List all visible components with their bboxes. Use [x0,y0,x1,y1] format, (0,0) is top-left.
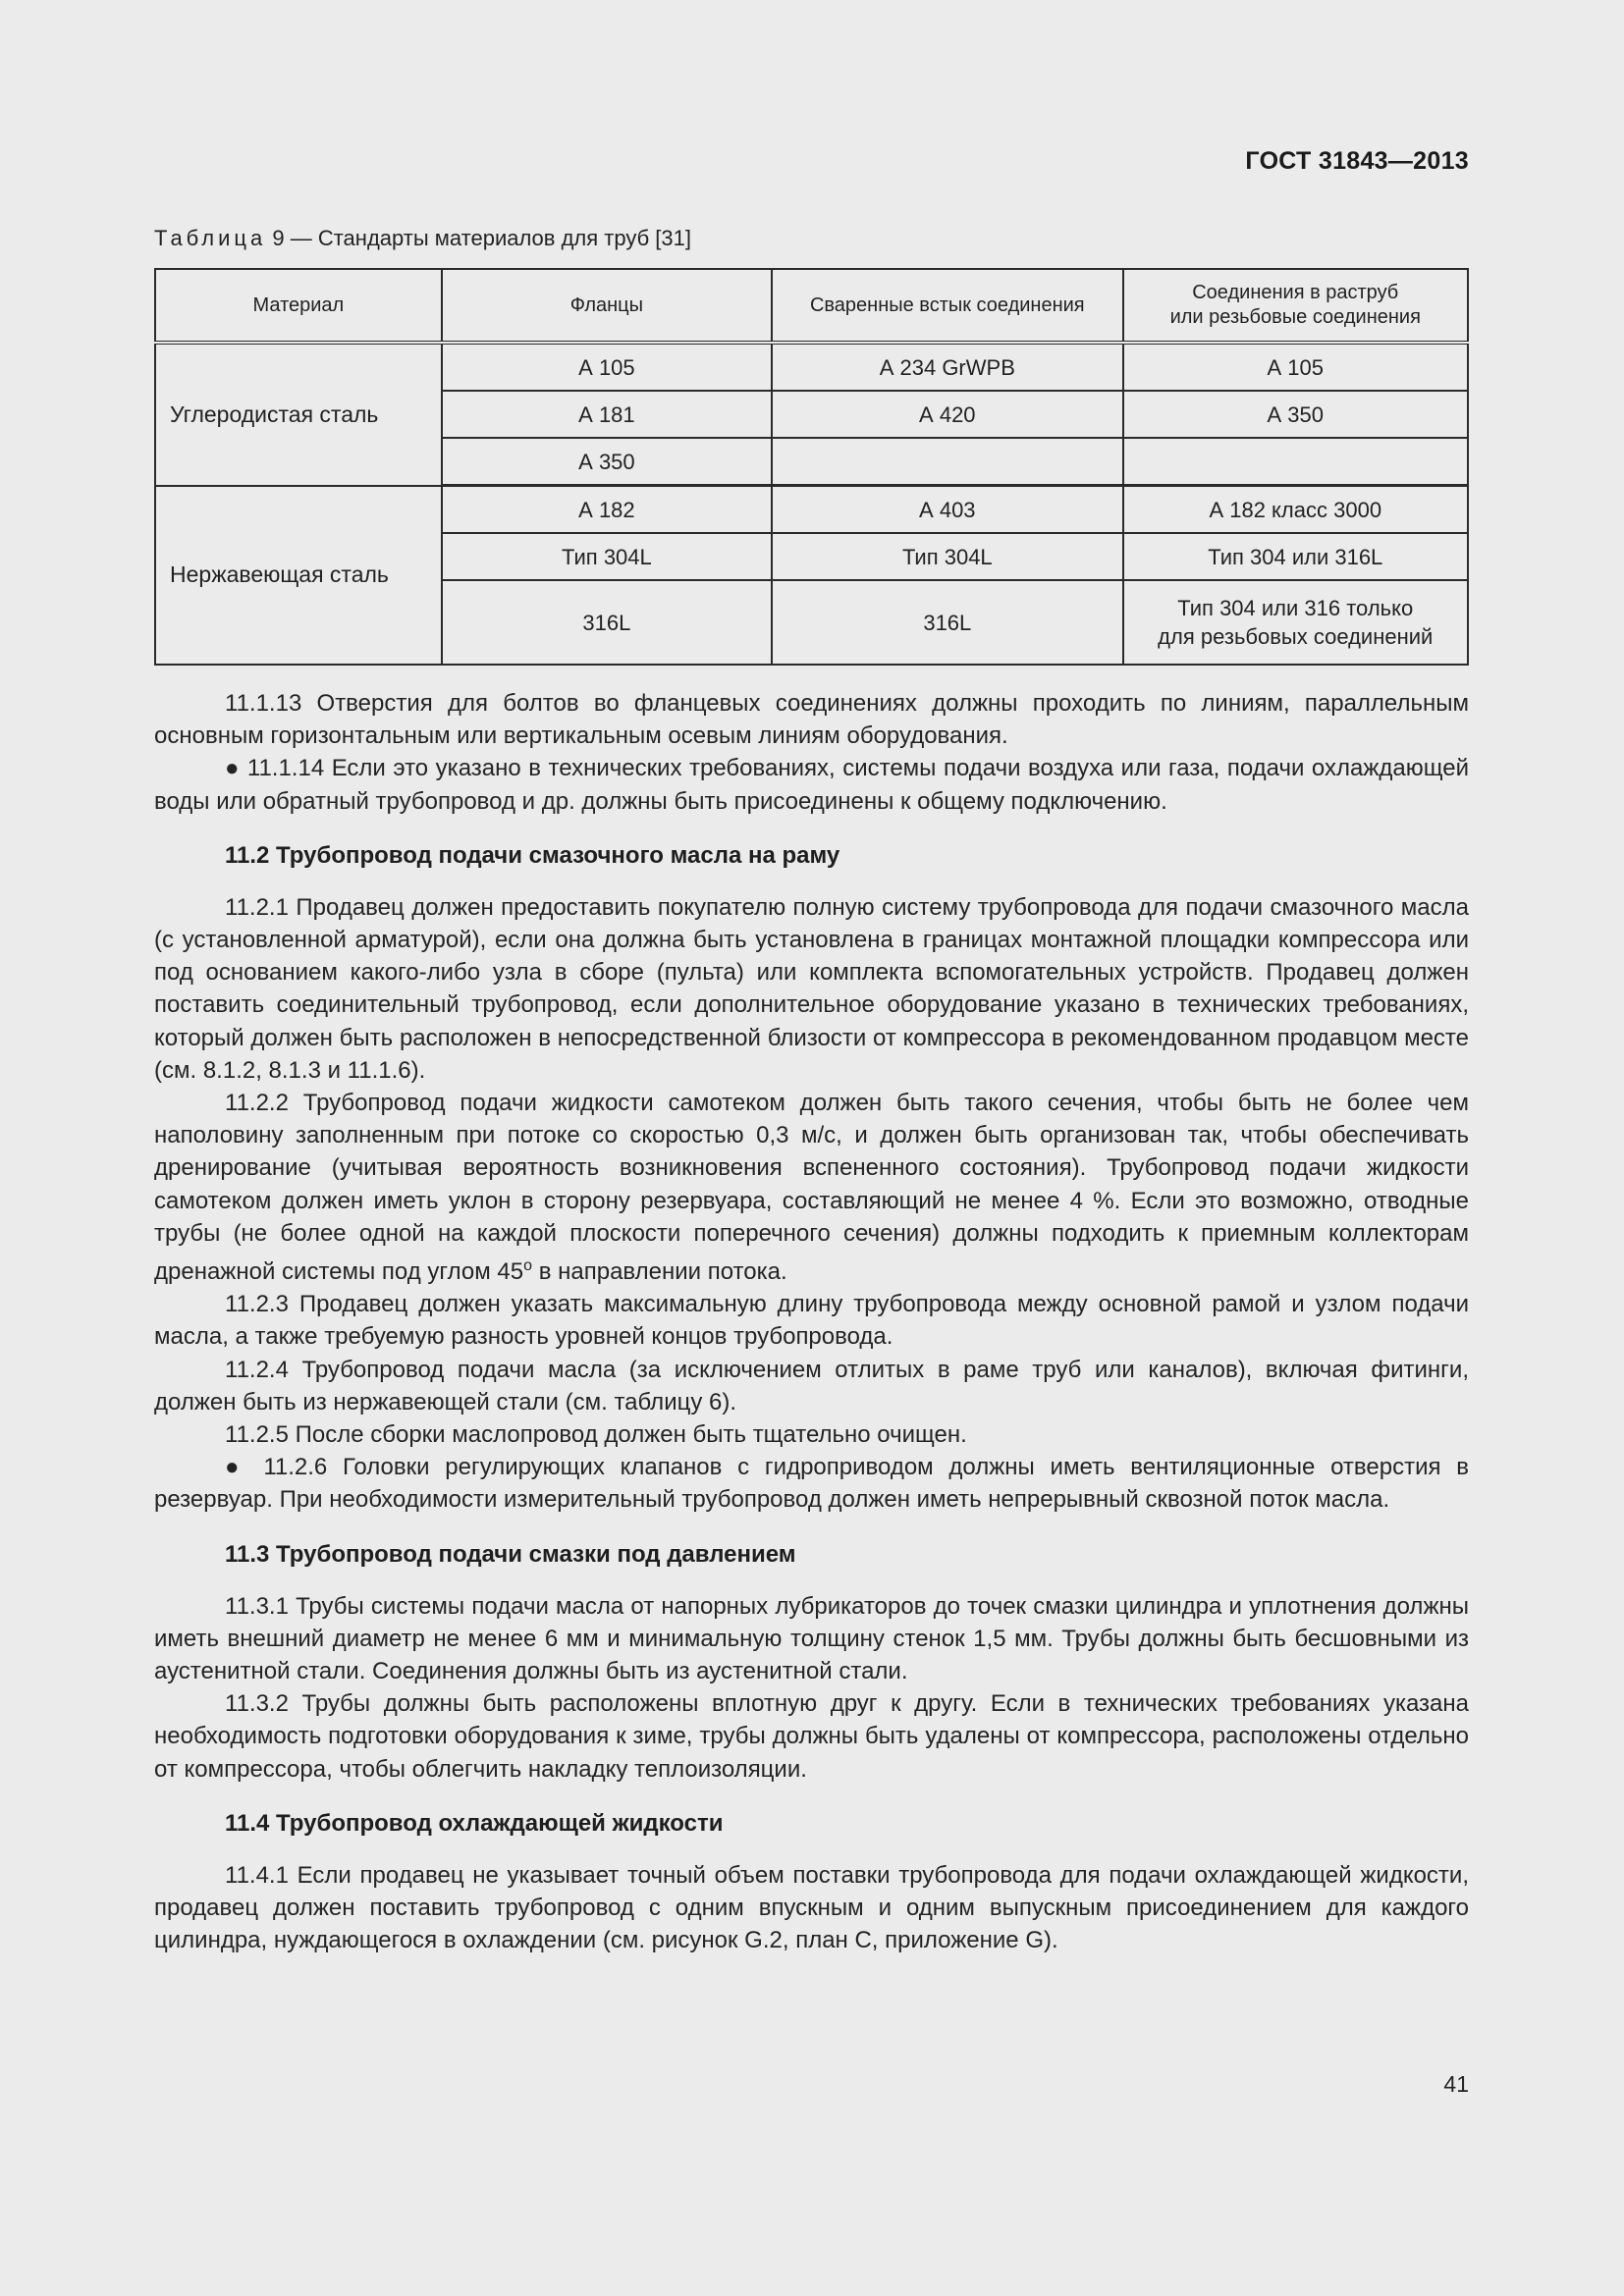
section-heading-11-3: 11.3 Трубопровод подачи смазки под давлением [225,1540,796,1568]
table-caption-title: 9 — Стандарты материалов для труб [31] [266,226,692,250]
table-caption [154,226,691,251]
material-cell-stainless-steel: Нержавеющая сталь [155,486,442,666]
column-header-flanges: Фланцы [442,269,772,343]
paragraph-11-4-1: 11.4.1 Если продавец не указывает точный объем поставки трубопровода для подачи охлаждающей жидкости, продавец должен поставить трубопровод с одним впускным и одним выпускным присоединением для каждого цилиндра, нуждающегося в охлаждении (см. рисунок G.2, план С, приложение G). [154,1861,1469,1954]
page-number: 41 [1443,2071,1469,2097]
paragraph-11-2-4: 11.2.4 Трубопровод подачи масла (за исключением отлитых в раме труб или каналов), включая фитинги, должен быть из нержавеющей стали (см. таблицу 6). [154,1356,1469,1415]
table-cell: А 105 [442,343,772,391]
document-designation: ГОСТ 31843—2013 [1245,147,1469,175]
section-heading-11-2: 11.2 Трубопровод подачи смазочного масла на раму [225,841,840,869]
paragraph-11-2-5: 11.2.5 После сборки маслопровод должен быть тщательно очищен. [225,1421,967,1449]
table-cell: А 403 [772,486,1122,534]
document-body [154,687,1469,1957]
table-cell [1123,438,1468,486]
column-header-butt-welded: Сваренные встык соединения [772,269,1122,343]
table-cell: А 182 [442,486,772,534]
paragraph-11-1-13: 11.1.13 Отверстия для болтов во фланцевых соединениях должны проходить по линиям, параллельным основным горизонтальным или вертикальным осевым линиям оборудования. [154,690,1469,750]
paragraph-11-2-2-end: в направлении потока. [532,1258,787,1286]
table-header-row [155,269,1468,343]
paragraph-11-3-1: 11.3.1 Трубы системы подачи масла от напорных лубрикаторов до точек смазки цилиндра и уплотнения должны иметь внешний диаметр не менее 6 мм и минимальную толщину стенок 1,5 мм. Трубы должны быть бесшовными из аустенитной стали. Соединения должны быть из аустенитной стали. [154,1592,1469,1685]
table-cell: Тип 304 или 316 только для резьбовых соединений [1123,580,1468,665]
paragraph-11-2-6: ● 11.2.6 Головки регулирующих клапанов с гидроприводом должны иметь вентиляционные отверстия в резервуар. При необходимости измерительный трубопровод должен иметь непрерывный сквозной поток масла. [154,1454,1469,1514]
paragraph-11-2-2-text: 11.2.2 Трубопровод подачи жидкости самотеком должен быть такого сечения, чтобы быть не более чем наполовину заполненным при потоке со скоростью 0,3 м/с, и должен быть организован так, чтобы обеспечивать дренирование (учитывая вероятность возникновения вспененного состояния). Трубопровод подачи жидкости самотеком должен иметь уклон в сторону резервуара, составляющий не менее 4 %. Если это возможно, отводные трубы (не более одной на каждой плоскости поперечного сечения) должны подходить к приемным коллекторам дренажной системы под углом 45 [154,1090,1469,1286]
table-cell: А 181 [442,391,772,438]
materials-table [154,268,1469,666]
table-cell: 316L [772,580,1122,665]
degree-superscript: о [523,1257,533,1275]
material-cell-carbon-steel: Углеродистая сталь [155,343,442,486]
table-cell: А 350 [442,438,772,486]
section-heading-11-4: 11.4 Трубопровод охлаждающей жидкости [225,1809,724,1837]
table-row [155,486,1468,534]
paragraph-11-2-2 [154,1087,1469,1288]
table-cell: Тип 304L [442,533,772,580]
paragraph-11-2-3: 11.2.3 Продавец должен указать максимальную длину трубопровода между основной рамой и узлом подачи масла, а также требуемую разность уровней концов трубопровода. [154,1291,1469,1351]
table-cell: А 234 GrWPB [772,343,1122,391]
table-cell: А 350 [1123,391,1468,438]
table-cell [772,438,1122,486]
table-cell: 316L [442,580,772,665]
column-header-socket-threaded: Соединения в раструб или резьбовые соединения [1123,269,1468,343]
paragraph-11-2-1: 11.2.1 Продавец должен предоставить покупателю полную систему трубопровода для подачи смазочного масла (с установленной арматурой), если она должна быть установлена в границах монтажной площадки компрессора или под основанием какого-либо узла в сборе (пульта) или комплекта вспомогательных устройств. Продавец должен поставить соединительный трубопровод, если дополнительное оборудование указано в технических требованиях, который должен быть расположен в непосредственной близости от компрессора в рекомендованном продавцом месте (см. 8.1.2, 8.1.3 и 11.1.6). [154,893,1469,1084]
paragraph-11-1-14: ● 11.1.14 Если это указано в технических требованиях, системы подачи воздуха или газа, подачи охлаждающей воды или обратный трубопровод и др. должны быть присоединены к общему подключению. [154,755,1469,815]
table-cell: А 420 [772,391,1122,438]
table-cell: А 105 [1123,343,1468,391]
table-cell: Тип 304 или 316L [1123,533,1468,580]
paragraph-11-3-2: 11.3.2 Трубы должны быть расположены вплотную друг к другу. Если в технических требованиях указана необходимость подготовки оборудования к зиме, трубы должны быть удалены от компрессора, расположены отдельно от компрессора, чтобы облегчить накладку теплоизоляции. [154,1690,1469,1783]
column-header-material: Материал [155,269,442,343]
table-row [155,343,1468,391]
table-cell: А 182 класс 3000 [1123,486,1468,534]
table-caption-label: Таблица [154,226,267,250]
table-cell: Тип 304L [772,533,1122,580]
